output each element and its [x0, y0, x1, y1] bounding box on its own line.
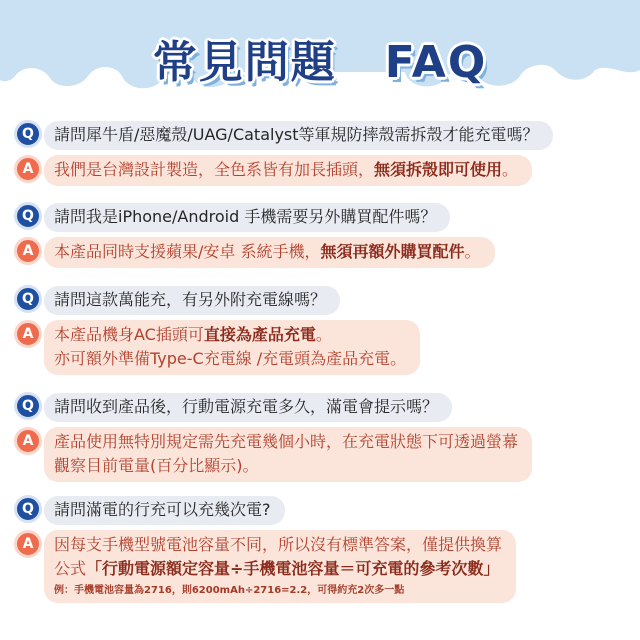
answer-badge-icon: A	[14, 530, 42, 558]
question-text: 請問我是iPhone/Android 手機需要另外購買配件嗎？	[44, 203, 450, 232]
answer-text	[44, 427, 532, 482]
question-text: 請問收到產品後，行動電源充電多久，滿電會提示嗎？	[44, 393, 452, 422]
answer-line-2: 亦可額外準備Type-C充電線 /充電頭為產品充電。	[54, 349, 407, 368]
faq-item-3	[14, 286, 626, 375]
answer-row	[14, 427, 626, 482]
answer-line-2: 觀察目前電量(百分比顯示)。	[54, 456, 259, 475]
faq-item-5	[14, 496, 626, 603]
page-title	[0, 26, 640, 90]
answer-end: 。	[502, 160, 519, 179]
question-text: 請問滿電的行充可以充幾次電?	[44, 496, 285, 525]
question-text: 請問這款萬能充，有另外附充電線嗎？	[44, 286, 340, 315]
answer-text	[44, 530, 516, 603]
answer-badge-icon: A	[14, 237, 42, 265]
question-row	[14, 496, 626, 525]
answer-end: 。	[464, 242, 481, 261]
answer-badge-icon: A	[14, 427, 42, 455]
answer-example-note: 例：手機電池容量為2716，則6200mAh÷2716=2.2，可得約充2次多一點	[54, 585, 405, 596]
answer-row	[14, 320, 626, 375]
question-row	[14, 121, 626, 150]
answer-formula: 「行動電源額定容量÷手機電池容量＝可充電的參考次數」	[86, 559, 500, 578]
question-row	[14, 393, 626, 422]
answer-line-1: 因每支手機型號電池容量不同，所以沒有標準答案，僅提供換算	[54, 535, 503, 554]
answer-highlight: 直接為產品充電	[203, 325, 316, 344]
answer-plain: 公式	[54, 559, 87, 578]
question-badge-icon: Q	[14, 202, 42, 230]
answer-plain: 本產品機身AC插頭可	[54, 325, 204, 344]
answer-badge-icon: A	[14, 155, 42, 183]
answer-row	[14, 530, 626, 603]
question-row	[14, 286, 626, 315]
question-badge-icon: Q	[14, 392, 42, 420]
header-banner	[0, 0, 640, 112]
question-text: 請問犀牛盾/惡魔殼/UAG/Catalyst等軍規防摔殼需拆殼才能充電嗎？	[44, 121, 553, 150]
answer-highlight: 無須拆殼即可使用	[374, 160, 503, 179]
answer-plain: 本產品同時支援蘋果/安卓 系統手機，	[54, 242, 321, 261]
title-chinese: 常見問題	[152, 37, 337, 88]
answer-plain: 我們是台灣設計製造，全色系皆有加長插頭，	[54, 160, 375, 179]
faq-item-2	[14, 203, 626, 268]
answer-badge-icon: A	[14, 320, 42, 348]
answer-text	[44, 237, 495, 268]
answer-text	[44, 320, 420, 375]
faq-item-4	[14, 393, 626, 482]
answer-highlight: 無須再額外購買配件	[320, 242, 465, 261]
title-faq: FAQ	[384, 37, 488, 88]
answer-text	[44, 155, 532, 186]
question-badge-icon: Q	[14, 120, 42, 148]
question-row	[14, 203, 626, 232]
question-badge-icon: Q	[14, 495, 42, 523]
answer-end: 。	[315, 325, 332, 344]
faq-item-1	[14, 121, 626, 186]
answer-row	[14, 237, 626, 268]
answer-row	[14, 155, 626, 186]
answer-line-1: 產品使用無特別規定需先充電幾個小時，在充電狀態下可透過螢幕	[54, 432, 519, 451]
question-badge-icon: Q	[14, 285, 42, 313]
